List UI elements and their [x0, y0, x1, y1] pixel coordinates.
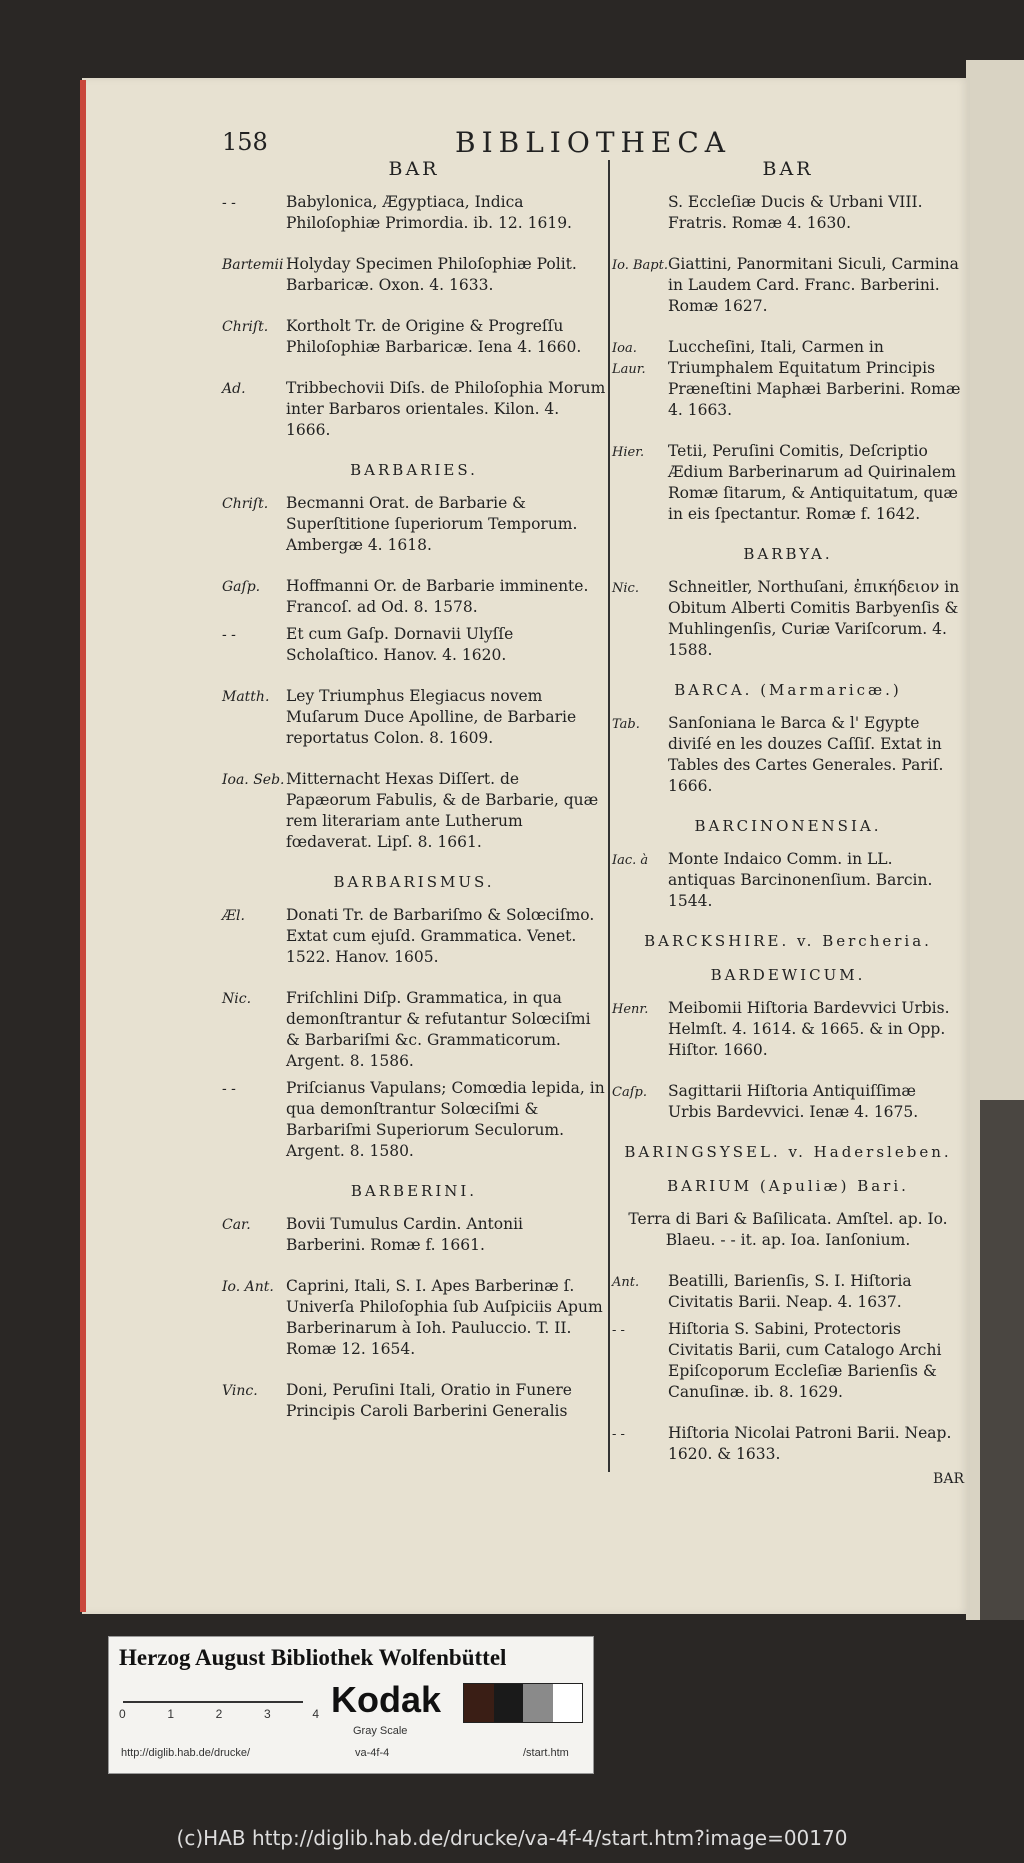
- catalog-entry: Vinc. Doni, Peruſini Itali, Oratio in Funere Principis Caroli Barberini Generalis: [222, 1381, 572, 1420]
- copyright-caption: (c)HAB http://diglib.hab.de/drucke/va-4f-4/start.htm?image=00170: [176, 1826, 848, 1850]
- catalog-entry: Terra di Bari & Baſilicata. Amſtel. ap. Io. Blaeu. - - it. ap. Ioa. Ianſonium.: [628, 1210, 948, 1249]
- catalog-entry: - - Babylonica, Ægyptiaca, Indica Philoſophiæ Primordia. ib. 12. 1619.: [222, 193, 572, 232]
- catalog-entry: Nic. Friſchlini Diſp. Grammatica, in qua demonſtrantur & refutantur Solœciſmi & Barbariſmi &c. Grammaticorum. Argent. 8. 1586.: [222, 989, 591, 1070]
- library-color-card: [108, 1636, 594, 1774]
- catalog-entry: Hier. Tetii, Peruſini Comitis, Deſcriptio Ædium Barberinarum ad Quirinalem Romæ ſitarum, & Antiquitatum, quæ in eis ſpectantur. Romæ f. 1642.: [612, 442, 958, 523]
- catalog-entry: Chriſt. Becmanni Orat. de Barbarie & Superſtitione ſuperiorum Temporum. Ambergæ 4. 1618.: [222, 494, 578, 554]
- catalog-entry: Ant. Beatilli, Barienſis, S. I. Hiſtoria Civitatis Barii. Neap. 4. 1637.: [612, 1272, 912, 1311]
- section-heading: BARDEWICUM.: [710, 966, 866, 984]
- column-head-left: BAR: [388, 158, 440, 180]
- left-column: [222, 158, 606, 1442]
- section-heading: BARBYA.: [743, 545, 833, 563]
- catalog-entry: Gaſp. Hoffmanni Or. de Barbarie imminente. Francoſ. ad Od. 8. 1578.: [222, 577, 589, 616]
- shelf-signature: va-4f-4: [355, 1747, 390, 1759]
- catalog-entry: Nic. Schneitler, Northuſani, ἐπικήδειον in Obitum Alberti Comitis Barbyenſis & Muhlingenſis, Curiæ Variſcorum. 4. 1588.: [612, 578, 960, 659]
- catalog-entry: Ioa. Laur. Luccheſini, Itali, Carmen in Triumphalem Equitatum Principis Præneſtini Maphæi Barberini. Romæ 4. 1663.: [612, 338, 961, 419]
- catalog-entry: Tab. Sanſoniana le Barca & l' Egypte diviſé en les douzes Caſſiſ. Extat in Tables des Cartes Generales. Pariſ. 1666.: [612, 714, 944, 795]
- scale-ruler: [123, 1689, 303, 1703]
- library-url: http://diglib.hab.de/drucke/: [121, 1747, 251, 1759]
- catalog-entry: S. Eccleſiæ Ducis & Urbani VIII. Fratris. Romæ 4. 1630.: [668, 193, 923, 232]
- catalog-entry: Io. Bapt. Giattini, Panormitani Siculi, Carmina in Laudem Card. Franc. Barberini. Romæ 1627.: [612, 255, 959, 315]
- adjacent-page-shadow: [980, 1100, 1024, 1620]
- institution-name: Herzog August Bibliothek Wolfenbüttel: [119, 1645, 507, 1670]
- catalog-entry: Ad. Tribbechovii Diſs. de Philoſophia Morum inter Barbaros orientales. Kilon. 4. 1666.: [222, 379, 606, 439]
- right-column: [612, 158, 964, 1487]
- catalog-entry: Æl. Donati Tr. de Barbariſmo & Solœciſmo. Extat cum ejuſd. Grammatica. Venet. 1522. Hanov. 1605.: [222, 906, 595, 966]
- section-heading: BARBARISMUS.: [333, 873, 495, 891]
- catalog-entry: Matth. Ley Triumphus Elegiacus novem Muſarum Duce Apolline, de Barbarie reportatus Colon. 8. 1609.: [222, 687, 577, 747]
- column-head-right: BAR: [762, 158, 814, 180]
- catalog-entry: Caſp. Sagittarii Hiſtoria Antiquiſſimæ Urbis Bardevvici. Ienæ 4. 1675.: [612, 1082, 919, 1121]
- catalog-entry: Iac. à Monte Indaico Comm. in LL. antiquas Barcinonenſium. Barcin. 1544.: [612, 850, 933, 910]
- catalog-entry: - - Priſcianus Vapulans; Comœdia lepida, in qua demonſtrantur Solœciſmi & Barbariſmi Superiorum Seculorum. Argent. 8. 1580.: [222, 1079, 605, 1160]
- column-divider: [608, 160, 610, 1472]
- section-heading: BARBERINI.: [350, 1182, 478, 1200]
- section-heading: BARCKSHIRE. v. Bercheria.: [644, 932, 932, 950]
- catalog-entry: - - Et cum Gaſp. Dornavii Ulyſſe Scholaſtico. Hanov. 4. 1620.: [222, 625, 514, 664]
- section-heading: BARBARIES.: [350, 461, 478, 479]
- kodak-logo: Kodak: [331, 1679, 442, 1720]
- catchword: BAR: [933, 1471, 964, 1487]
- gray-scale-swatches: [463, 1683, 583, 1723]
- page-red-edge: [80, 80, 86, 1612]
- start-path: /start.htm: [523, 1747, 569, 1759]
- catalog-entry: Bartemii Holyday Specimen Philoſophiæ Polit. Barbaricæ. Oxon. 4. 1633.: [222, 255, 577, 294]
- catalog-entry: - - Hiſtoria Nicolai Patroni Barii. Neap. 1620. & 1633.: [612, 1424, 952, 1463]
- catalog-entry: Ioa. Seb. Mitternacht Hexas Diſſert. de Papæorum Fabulis, & de Barbarie, quæ rem literariam ante Lutherum fœdaverat. Lipſ. 8. 1661.: [222, 770, 599, 851]
- section-heading: BARINGSYSEL. v. Hadersleben.: [624, 1143, 952, 1161]
- section-heading: BARCA. (Marmaricæ.): [674, 681, 902, 699]
- scale-numbers: 0 1 2 3 4: [119, 1707, 319, 1721]
- catalog-entry: - - Hiſtoria S. Sabini, Protectoris Civitatis Barii, cum Catalogo Archi Epiſcoporum Eccleſiæ Barienſis & Canuſinæ. ib. 8. 1629.: [612, 1320, 942, 1401]
- section-heading: BARCINONENSIA.: [694, 817, 882, 835]
- page-number: 158: [222, 128, 268, 156]
- running-title: BIBLIOTHECA: [455, 126, 731, 159]
- catalog-entry: Henr. Meibomii Hiſtoria Bardevvici Urbis. Helmſt. 4. 1614. & 1665. & in Opp. Hiſtor. 1660.: [612, 999, 950, 1059]
- catalog-entry: Car. Bovii Tumulus Cardin. Antonii Barberini. Romæ f. 1661.: [222, 1215, 524, 1254]
- section-heading: BARIUM (Apuliæ) Bari.: [667, 1177, 909, 1195]
- catalog-entry: Chriſt. Kortholt Tr. de Origine & Progreſſu Philoſophiæ Barbaricæ. Iena 4. 1660.: [222, 317, 582, 356]
- gray-scale-label: Gray Scale: [353, 1725, 408, 1737]
- catalog-entry: Io. Ant. Caprini, Itali, S. I. Apes Barberinæ ſ. Univerſa Philoſophia ſub Auſpiciis Apum Barberinarum à Ioh. Pauluccio. T. II. Romæ 12. 1654.: [222, 1277, 603, 1358]
